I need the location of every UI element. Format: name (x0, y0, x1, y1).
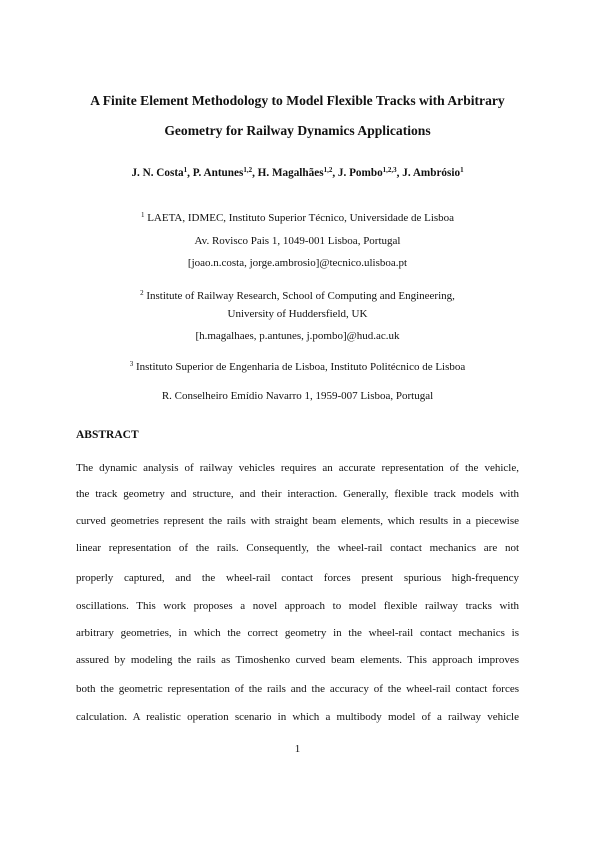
affiliation-3-line-2: R. Conselheiro Emídio Navarro 1, 1959-007 Lisboa, Portugal (161, 390, 434, 402)
paper-title-line-1: A Finite Element Methodology to Model Flexible Tracks with Arbitrary (90, 93, 505, 108)
abstract-line: The dynamic analysis of railway vehicles requires an accurate representation of the vehicle, (76, 462, 519, 474)
affiliation-2-email: [h.magalhaes, p.antunes, j.pombo]@hud.ac.uk (195, 330, 400, 342)
author: H. Magalhães$^{1,2}$, (257, 166, 338, 179)
author: J. N. Costa$^1$, (131, 166, 193, 179)
author: J. Pombo$^{1,2,3}$, (337, 166, 403, 179)
abstract-line: calculation. A realistic operation scenario in which a multibody model of a railway vehicle (76, 711, 519, 723)
abstract-line: both the geometric representation of the rails and the accuracy of the wheel-rail contact forces (76, 683, 519, 695)
abstract-line: assured by modeling the rails as Timoshenko curved beam elements. This approach improves (76, 654, 519, 666)
author-list (0, 166, 595, 180)
abstract-line: oscillations. This work proposes a novel approach to model flexible railway tracks with (76, 600, 519, 612)
abstract-line: linear representation of the rails. Consequently, the wheel-rail contact mechanics are not (76, 542, 519, 554)
author: J. Ambrósio$^1$ (402, 166, 464, 179)
abstract-line: curved geometries represent the rails with straight beam elements, which results in a piecewise (76, 515, 519, 527)
affiliation-3-line-1: $^3$ Instituto Superior de Engenharia de Lisboa, Instituto Politécnico de Lisboa (129, 360, 466, 373)
page-number: 1 (294, 743, 301, 755)
abstract-line: the track geometry and structure, and their interaction. Generally, flexible track models with (76, 488, 519, 500)
abstract-heading: ABSTRACT (76, 429, 139, 441)
affiliation-1-line-1: $^1$ LAETA, IDMEC, Instituto Superior Técnico, Universidade de Lisboa (140, 211, 455, 224)
affiliation-1-email: [joao.n.costa, jorge.ambrosio]@tecnico.ulisboa.pt (187, 257, 408, 269)
paper-title-line-2: Geometry for Railway Dynamics Applications (164, 123, 431, 138)
abstract-line: arbitrary geometries, in which the correct geometry in the wheel-rail contact mechanics is (76, 627, 519, 639)
author: P. Antunes$^{1,2}$, (192, 166, 258, 179)
affiliation-2-line-1: $^2$ Institute of Railway Research, School of Computing and Engineering, (140, 289, 455, 302)
affiliation-2-line-2: University of Huddersfield, UK (227, 308, 368, 320)
abstract-line: properly captured, and the wheel-rail contact forces present spurious high-frequency (76, 572, 519, 584)
affiliation-1-line-2: Av. Rovisco Pais 1, 1049-001 Lisboa, Portugal (194, 235, 401, 247)
